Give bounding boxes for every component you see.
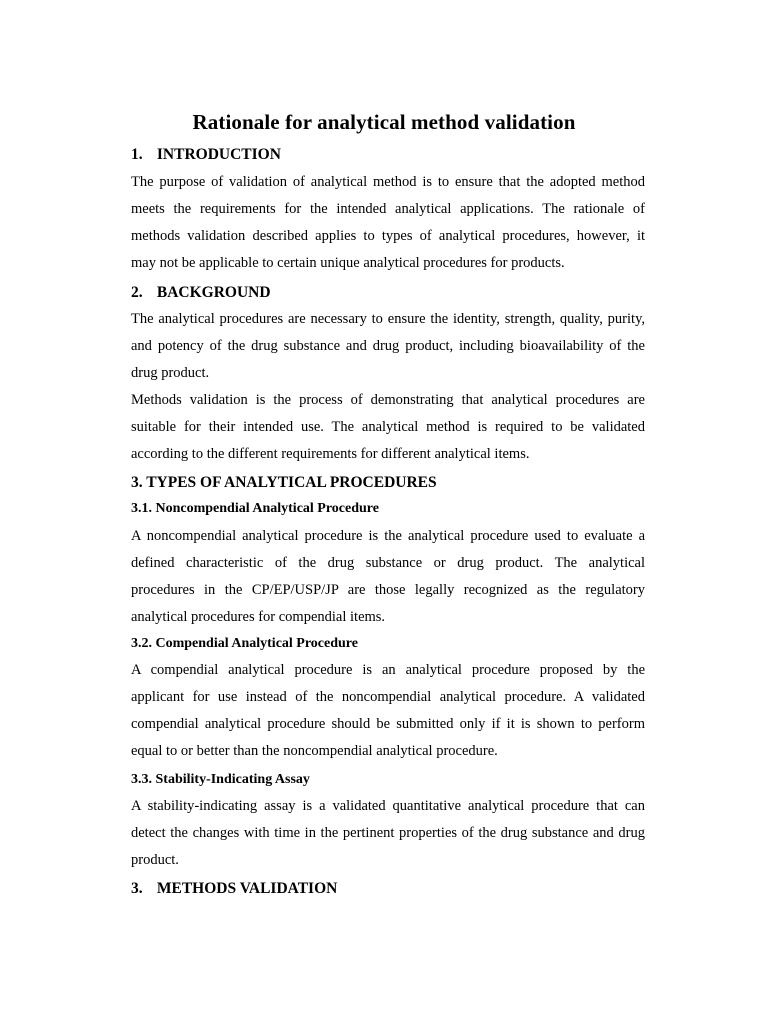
paragraph-line: meets the requirements for the intended analytical applications. The rationale of <box>131 201 645 217</box>
paragraph-line: product. <box>131 852 179 868</box>
paragraph-line: and potency of the drug substance and drug product, including bioavailability of the <box>131 338 645 354</box>
section-heading-types: 3. TYPES OF ANALYTICAL PROCEDURES <box>131 474 437 491</box>
paragraph-line: may not be applicable to certain unique analytical procedures for products. <box>131 255 565 271</box>
paragraph-line: drug product. <box>131 365 210 381</box>
paragraph-line: procedures in the CP/EP/USP/JP are those legally recognized as the regulatory <box>131 582 645 598</box>
paragraph-line: according to the different requirements for different analytical items. <box>131 446 530 462</box>
paragraph-line: A stability-indicating assay is a validated quantitative analytical procedure that can <box>131 798 645 814</box>
background-paragraph-1 <box>131 306 645 387</box>
introduction-paragraph <box>131 169 645 277</box>
paragraph-line: Methods validation is the process of demonstrating that analytical procedures are <box>131 392 645 408</box>
paragraph-line: defined characteristic of the drug substance or drug product. The analytical <box>131 555 645 571</box>
section-title: BACKGROUND <box>156 284 271 301</box>
paragraph-line: The purpose of validation of analytical method is to ensure that the adopted method <box>131 174 645 190</box>
subsection-heading-stability: 3.3. Stability-Indicating Assay <box>131 772 310 787</box>
section-heading-background <box>131 284 271 302</box>
paragraph-line: detect the changes with time in the pertinent properties of the drug substance and drug <box>131 825 645 841</box>
noncompendial-paragraph <box>131 523 645 631</box>
compendial-paragraph <box>131 657 645 765</box>
stability-paragraph <box>131 793 645 874</box>
paragraph-line: suitable for their intended use. The analytical method is required to be validated <box>131 419 645 435</box>
paragraph-line: analytical procedures for compendial items. <box>131 609 386 625</box>
background-paragraph-2 <box>131 387 645 468</box>
paragraph-line: The analytical procedures are necessary to ensure the identity, strength, quality, purity, <box>131 311 645 327</box>
section-number: 3. <box>131 880 143 897</box>
paragraph-line: equal to or better than the noncompendial analytical procedure. <box>131 743 498 759</box>
section-title: METHODS VALIDATION <box>156 880 338 897</box>
paragraph-line: methods validation described applies to types of analytical procedures, however, it <box>131 228 645 244</box>
paragraph-line: A compendial analytical procedure is an analytical procedure proposed by the <box>131 662 645 678</box>
paragraph-line: applicant for use instead of the noncompendial analytical procedure. A validated <box>131 689 645 705</box>
section-number: 1. <box>131 146 143 163</box>
subsection-heading-compendial: 3.2. Compendial Analytical Procedure <box>131 636 358 651</box>
section-number: 2. <box>131 284 143 301</box>
section-title: INTRODUCTION <box>156 146 281 163</box>
document-title: Rationale for analytical method validation <box>192 110 576 134</box>
section-heading-methods-validation <box>131 880 337 898</box>
paragraph-line: A noncompendial analytical procedure is the analytical procedure used to evaluate a <box>131 528 645 544</box>
section-heading-introduction <box>131 146 281 164</box>
subsection-heading-noncompendial: 3.1. Noncompendial Analytical Procedure <box>131 501 379 516</box>
paragraph-line: compendial analytical procedure should be submitted only if it is shown to perform <box>131 716 645 732</box>
